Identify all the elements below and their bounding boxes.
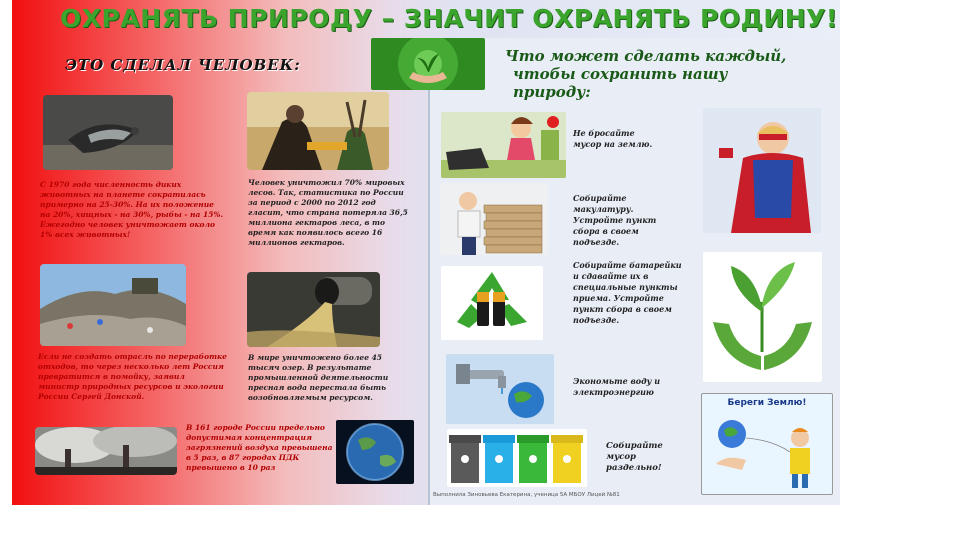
tip-batteries: Собирайте батарейки и сдавайте их в специальные пункты приема. Устройте пункт сбора в своем подъезде. (573, 260, 682, 325)
faucet-earth-illustration (446, 354, 554, 424)
waste-bins-illustration (447, 429, 587, 487)
tip-paper: Собирайте макулатуру. Устройте пункт сбора в своем подъезде. (573, 193, 657, 247)
faucet-icon (446, 354, 554, 424)
tip-litter: Не бросайте мусор на землю. (573, 128, 653, 149)
fact-garbage: Если не создать отрасль по переработке отходов, то через несколько лет Россия превратится в помойку, заявил министр природных ресурсов и экологии России Сергей Донской. (38, 352, 227, 401)
save-earth-caption: Береги Землю! (727, 398, 807, 408)
save-earth-poster (701, 393, 833, 495)
right-heading (505, 47, 835, 101)
dead-bird-photo (43, 95, 173, 170)
panel-divider (428, 40, 430, 505)
right-heading-line-1: Что может сделать каждый, (505, 47, 787, 65)
waste-bins-icon (447, 429, 587, 487)
earth-globe-photo (336, 420, 414, 484)
fact-forests: Человек уничтожил 70% мировых лесов. Так, статистика по России за период с 2000 по 2012 год гласит, что страна потеряла 36,5 миллиона гектаров леса, в то время как появилось всего 16 миллионов гектаров. (248, 178, 408, 247)
fact-air: В 161 городе России предельно допустимая концентрация загрязнений воздуха превышена в 5 раз, в 87 городах ПДК превышено в 10 раз (186, 423, 333, 472)
right-heading-line-3: природу: (513, 83, 591, 101)
litter-illustration (441, 112, 566, 178)
tip-sort: Собирайте мусор раздельно! (606, 441, 663, 473)
loggers-photo (247, 92, 389, 170)
seedling-in-hands-icon (703, 252, 822, 382)
fact-animals: С 1970 года численность диких животных на планете сократилась примерно на 25-30%. На их положение на 20%, хищных - на 30%, рыбы - на 15%. Ежегодно человек уничтожает около 1% всех животных! (40, 180, 224, 239)
hands-seedling-photo (371, 38, 485, 90)
garbage-dump-photo (40, 264, 186, 346)
footer-credit: Выполнила Зиновьева Екатерина, ученица 5А МБОУ Лицей №81 (433, 492, 620, 498)
sprout-hands-illustration (703, 252, 822, 382)
battery-recycle-illustration (441, 266, 543, 340)
fact-water: В мире уничтожено более 45 тысяч озер. В результате промышленной деятельности пресная вода перестала быть возобновляемым ресурсом. (248, 353, 389, 402)
tip-water: Экономьте воду и электроэнергию (573, 376, 661, 397)
polluted-water-photo (247, 272, 380, 347)
smokestacks-photo (35, 427, 177, 475)
poster-title: ОХРАНЯТЬ ПРИРОДУ – ЗНАЧИТ ОХРАНЯТЬ РОДИНУ! (60, 4, 838, 33)
waste-paper-photo (440, 183, 548, 255)
left-heading: ЭТО СДЕЛАЛ ЧЕЛОВЕК: (65, 56, 301, 74)
right-heading-line-2: чтобы сохранить нашу (513, 65, 728, 83)
superhero-kid-photo (703, 108, 821, 233)
